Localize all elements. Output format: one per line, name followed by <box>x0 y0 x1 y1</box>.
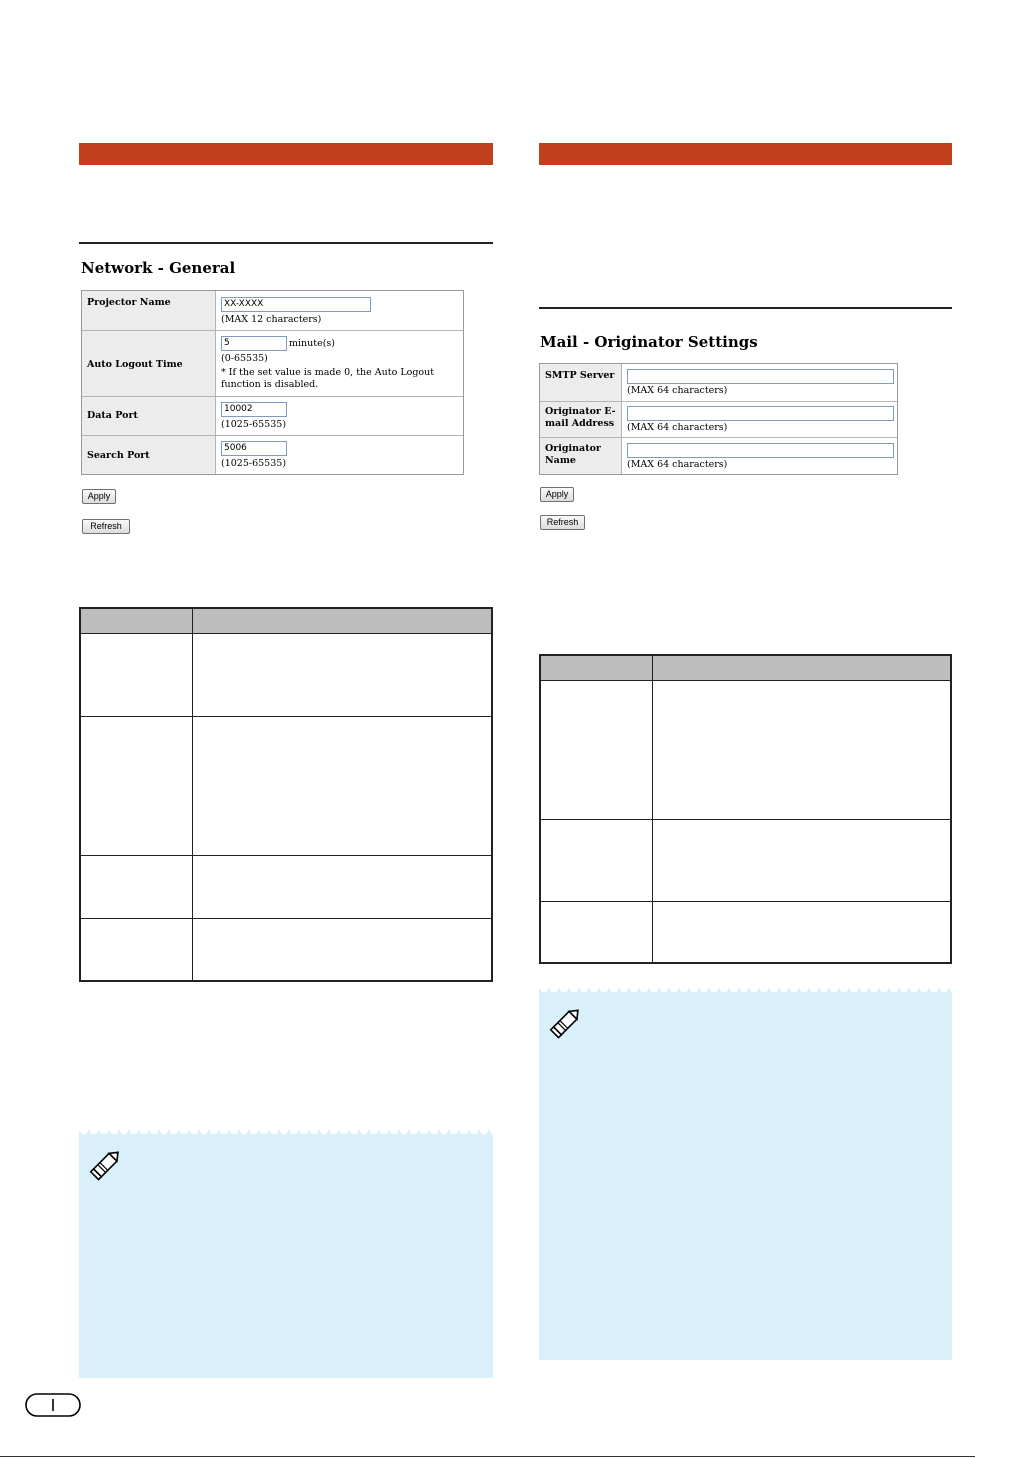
footer-rule <box>0 1456 975 1457</box>
projector-name-label: Projector Name <box>87 297 171 308</box>
mail-originator-title: Mail - Originator Settings <box>540 333 758 351</box>
page-tab-icon <box>24 1392 82 1418</box>
originator-name-label-line2: Name <box>545 455 576 466</box>
right-note-box <box>539 988 952 1360</box>
left-note-box <box>79 1130 493 1378</box>
smtp-server-label: SMTP Server <box>545 370 615 381</box>
originator-name-input[interactable] <box>627 443 894 458</box>
left-divider <box>79 242 493 244</box>
pencil-note-icon <box>547 1002 587 1042</box>
search-port-label: Search Port <box>87 450 150 461</box>
originator-name-hint: (MAX 64 characters) <box>627 459 728 470</box>
data-port-hint: (1025-65535) <box>221 419 287 430</box>
right-apply-button[interactable]: Apply <box>540 487 574 502</box>
left-section-bar <box>79 143 493 165</box>
network-general-title: Network - General <box>81 259 236 277</box>
projector-name-hint: (MAX 12 characters) <box>221 314 322 325</box>
auto-logout-unit: minute(s) <box>289 338 336 349</box>
auto-logout-label: Auto Logout Time <box>87 359 183 370</box>
right-section-bar <box>539 143 952 165</box>
left-refresh-button[interactable]: Refresh <box>82 519 130 534</box>
auto-logout-input[interactable]: 5 <box>221 336 287 351</box>
pencil-note-icon <box>87 1144 127 1184</box>
auto-logout-note: * If the set value is made 0, the Auto Logout function is disabled. <box>221 367 435 390</box>
originator-email-input[interactable] <box>627 406 894 421</box>
originator-email-label-line2: mail Address <box>545 418 615 429</box>
right-divider <box>539 307 952 309</box>
smtp-server-hint: (MAX 64 characters) <box>627 385 728 396</box>
auto-logout-range: (0-65535) <box>221 353 268 364</box>
right-description-table <box>539 654 952 964</box>
left-apply-button[interactable]: Apply <box>82 489 116 504</box>
search-port-input[interactable]: 5006 <box>221 441 287 456</box>
network-general-form <box>81 290 464 475</box>
right-refresh-button[interactable]: Refresh <box>540 515 585 530</box>
originator-email-label-line1: Originator E- <box>545 406 616 417</box>
data-port-input[interactable]: 10002 <box>221 402 287 417</box>
originator-name-label-line1: Originator <box>545 443 601 454</box>
smtp-server-input[interactable] <box>627 369 894 384</box>
data-port-label: Data Port <box>87 410 138 421</box>
originator-email-hint: (MAX 64 characters) <box>627 422 728 433</box>
search-port-hint: (1025-65535) <box>221 458 287 469</box>
mail-originator-form <box>539 363 898 475</box>
left-description-table <box>79 607 493 982</box>
projector-name-input[interactable]: XX-XXXX <box>221 297 371 312</box>
